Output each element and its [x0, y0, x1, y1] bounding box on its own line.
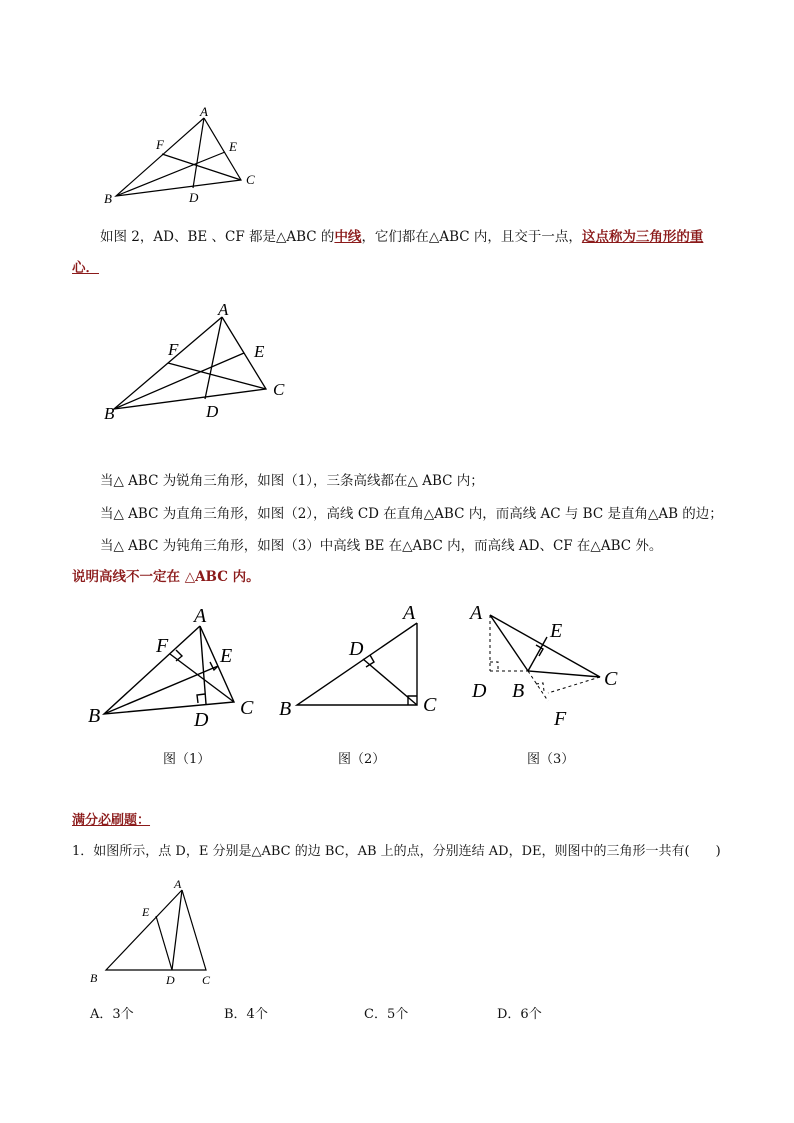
label-d: D	[472, 680, 487, 702]
right-angle-mark	[490, 662, 498, 671]
centroid-definition-part1: 这点称为三角形的重	[581, 229, 704, 245]
label-d: D	[189, 190, 199, 205]
label-b: B	[279, 698, 292, 720]
label-a: A	[194, 605, 207, 627]
label-e: E	[254, 342, 265, 361]
label-f: F	[168, 340, 179, 359]
segment-de	[156, 916, 172, 970]
median-term: 中线	[334, 229, 362, 245]
centroid-text-before: 如图 2，AD、BE 、CF 都是△ABC 的	[100, 229, 335, 245]
triangle-top	[116, 118, 241, 196]
option-c[interactable]: C．5个	[364, 1007, 409, 1022]
median-cf-mid	[168, 363, 266, 389]
label-c: C	[240, 697, 254, 719]
label-b: B	[90, 971, 98, 985]
label-f: F	[554, 708, 567, 730]
altitude-obtuse-line: 当△ ABC 为钝角三角形，如图（3）中高线 BE 在△ABC 内，而高线 AD、CF 在△ABC 外。	[100, 538, 663, 554]
label-d: D	[349, 638, 364, 660]
altitude-figure-3	[460, 595, 630, 735]
label-c: C	[202, 973, 211, 987]
extension-ab-3	[528, 671, 548, 701]
altitude-figure-1	[80, 600, 270, 735]
label-b: B	[88, 705, 101, 727]
segment-ad	[172, 890, 182, 970]
altitude-be-1	[104, 666, 218, 714]
label-e: E	[142, 905, 150, 919]
label-b: B	[104, 191, 112, 206]
right-angle-mark	[176, 650, 182, 661]
altitude-acute-line: 当△ ABC 为锐角三角形，如图（1），三条高线都在△ ABC 内；	[100, 473, 484, 489]
label-c: C	[423, 694, 437, 716]
label-a: A	[200, 104, 208, 119]
figure-2-caption: 图（2）	[338, 752, 386, 767]
label-a: A	[403, 602, 416, 624]
section-heading: 满分必刷题：	[72, 813, 151, 828]
label-f: F	[156, 635, 169, 657]
figure-1-caption: 图（1）	[163, 752, 211, 767]
label-d: D	[194, 709, 209, 731]
label-a: A	[174, 877, 182, 891]
label-d: D	[206, 402, 219, 421]
median-figure-top	[100, 100, 270, 210]
label-c: C	[604, 668, 618, 690]
option-b[interactable]: B．4个	[224, 1007, 268, 1022]
median-cf-top	[162, 154, 241, 180]
median-figure-mid	[98, 295, 298, 425]
label-c: C	[246, 172, 255, 187]
label-e: E	[229, 139, 237, 154]
question-1-figure	[86, 872, 226, 990]
label-e: E	[220, 645, 233, 667]
label-a: A	[218, 300, 229, 319]
triangle-3	[490, 615, 600, 677]
label-c: C	[273, 380, 285, 399]
centroid-paragraph-line1	[100, 227, 703, 247]
label-b: B	[512, 680, 525, 702]
centroid-definition-part2: 心．	[72, 260, 99, 276]
label-f: F	[156, 137, 164, 152]
label-a: A	[470, 602, 483, 624]
option-a[interactable]: A．3个	[90, 1007, 134, 1022]
label-e: E	[550, 620, 563, 642]
figure-3-caption: 图（3）	[527, 752, 575, 767]
altitude-cf-3	[548, 677, 600, 693]
median-ad-top	[193, 118, 204, 188]
option-d[interactable]: D．6个	[497, 1007, 542, 1022]
altitude-right-line: 当△ ABC 为直角三角形，如图（2），高线 CD 在直角△ABC 内，而高线 AC 与 BC 是直角△AB 的边；	[100, 506, 723, 522]
altitude-figure-2	[275, 595, 450, 725]
altitude-cd-2	[363, 659, 417, 705]
triangle-2	[297, 623, 417, 705]
question-1-stem: 1．如图所示，点 D，E 分别是△ABC 的边 BC，AB 上的点，分别连结 AD，DE，则图中的三角形一共有( )	[72, 844, 721, 859]
label-b: B	[104, 404, 115, 423]
triangle-q1	[106, 890, 206, 970]
right-angle-mark	[197, 694, 205, 703]
triangle-mid	[114, 317, 266, 409]
right-angle-mark	[536, 683, 544, 691]
altitude-note: 说明高线不一定在 △ABC 内。	[72, 569, 260, 585]
centroid-text-middle: ，它们都在△ABC 内，且交于一点，	[361, 229, 582, 245]
label-d: D	[166, 973, 175, 987]
